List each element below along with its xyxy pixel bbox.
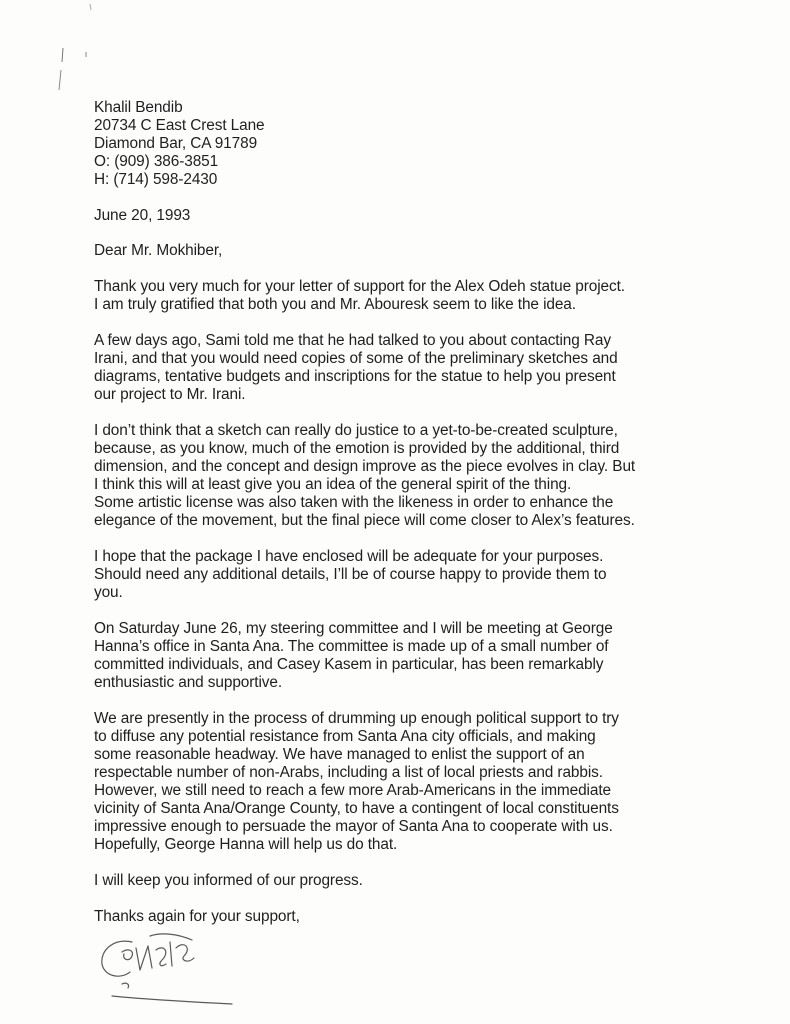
sender-address-block (94, 99, 694, 189)
text-line: enthusiastic and supportive. (94, 674, 282, 691)
text-line: you. (94, 584, 123, 601)
sender-phone-home: H: (714) 598-2430 (94, 171, 218, 188)
text-line: A few days ago, Sami told me that he had talked to you about contacting Ray (94, 332, 611, 349)
paragraph-7 (94, 872, 694, 890)
text-line: However, we still need to reach a few more Arab-Americans in the immediate (94, 782, 611, 799)
text-line: our project to Mr. Irani. (94, 386, 246, 403)
paragraph-6 (94, 710, 694, 854)
handwritten-signature (92, 930, 242, 1010)
sender-city: Diamond Bar, CA 91789 (94, 135, 258, 152)
letter-date: June 20, 1993 (94, 207, 191, 224)
text-line: Hopefully, George Hanna will help us do that. (94, 836, 398, 853)
text-line: Should need any additional details, I’ll be of course happy to provide them to (94, 566, 607, 583)
margin-pencil-marks (50, 0, 100, 120)
closing-line: Thanks again for your support, (94, 908, 300, 925)
text-line: to diffuse any potential resistance from Santa Ana city officials, and making (94, 728, 596, 745)
salutation: Dear Mr. Mokhiber, (94, 242, 223, 259)
text-line: I don’t think that a sketch can really do justice to a yet-to-be-created sculpture, (94, 422, 618, 439)
text-line: respectable number of non-Arabs, including a list of local priests and rabbis. (94, 764, 603, 781)
sender-phone-office: O: (909) 386-3851 (94, 153, 219, 170)
text-line: On Saturday June 26, my steering committee and I will be meeting at George (94, 620, 613, 637)
text-line: I think this will at least give you an idea of the general spirit of the thing. (94, 476, 572, 493)
text-line: I will keep you informed of our progress. (94, 872, 363, 889)
text-line: I am truly gratified that both you and Mr. Abouresk seem to like the idea. (94, 296, 576, 313)
text-line: committed individuals, and Casey Kasem in particular, has been remarkably (94, 656, 604, 673)
paragraph-1 (94, 278, 694, 314)
letter-body (94, 99, 694, 926)
text-line: Some artistic license was also taken with the likeness in order to enhance the (94, 494, 614, 511)
paragraph-4 (94, 548, 694, 602)
text-line: Irani, and that you would need copies of some of the preliminary sketches and (94, 350, 618, 367)
text-line: I hope that the package I have enclosed will be adequate for your purposes. (94, 548, 604, 565)
text-line: dimension, and the concept and design improve as the piece evolves in clay. But (94, 458, 636, 475)
text-line: We are presently in the process of drumming up enough political support to try (94, 710, 619, 727)
paragraph-3 (94, 422, 694, 530)
text-line: some reasonable headway. We have managed to enlist the support of an (94, 746, 585, 763)
paragraph-5 (94, 620, 694, 692)
sender-street: 20734 C East Crest Lane (94, 117, 265, 134)
text-line: vicinity of Santa Ana/Orange County, to have a contingent of local constituents (94, 800, 619, 817)
text-line: diagrams, tentative budgets and inscriptions for the statue to help you present (94, 368, 616, 385)
text-line: impressive enough to persuade the mayor of Santa Ana to cooperate with us. (94, 818, 613, 835)
text-line: elegance of the movement, but the final piece will come closer to Alex’s features. (94, 512, 635, 529)
paragraph-2 (94, 332, 694, 404)
sender-name: Khalil Bendib (94, 99, 183, 116)
text-line: Thank you very much for your letter of support for the Alex Odeh statue project. (94, 278, 625, 295)
text-line: Hanna’s office in Santa Ana. The committee is made up of a small number of (94, 638, 609, 655)
text-line: because, as you know, much of the emotion is provided by the additional, third (94, 440, 620, 457)
